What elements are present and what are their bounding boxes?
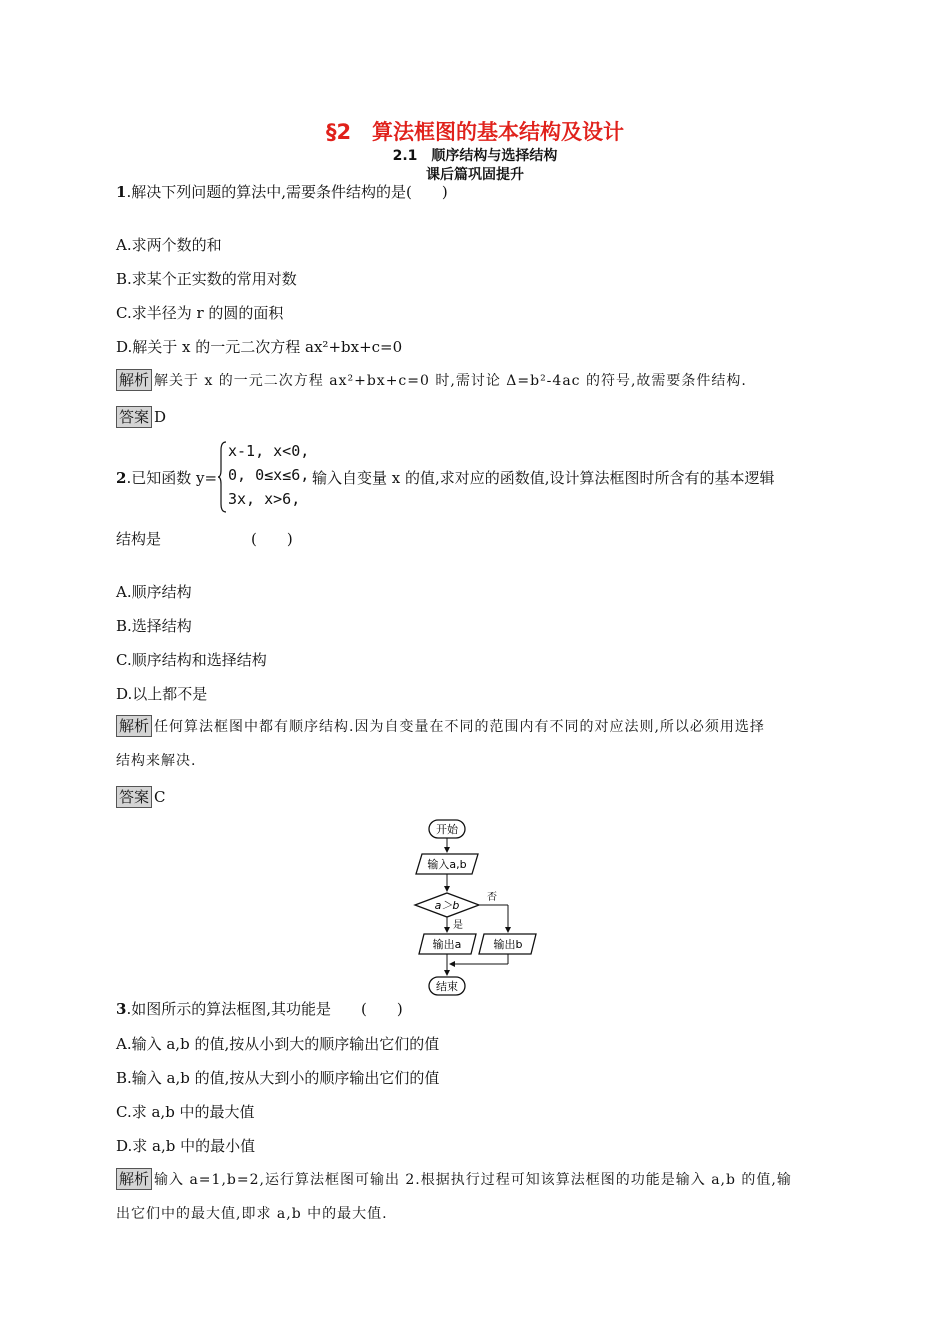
option-a: A.求两个数的和 — [116, 236, 222, 254]
end-label: 结束 — [436, 980, 458, 993]
question-3-stem — [116, 999, 403, 1019]
yes-label: 是 — [453, 920, 463, 931]
analysis-1 — [116, 364, 832, 398]
subsection-title: 课后篇巩固提升 — [426, 167, 524, 183]
option-b: B.求某个正实数的常用对数 — [116, 270, 297, 288]
question-text: .已知函数 y= — [126, 469, 218, 487]
option-c: C.顺序结构和选择结构 — [116, 651, 267, 669]
option-c: C.求半径为 r 的圆的面积 — [116, 304, 284, 322]
option-d: D.以上都不是 — [116, 685, 208, 703]
section-title: 2.1 顺序结构与选择结构 — [392, 148, 558, 164]
option-b: B.输入 a,b 的值,按从大到小的顺序输出它们的值 — [116, 1069, 440, 1087]
question-text: .如图所示的算法框图,其功能是 ( ) — [126, 1000, 403, 1018]
question-number: 2 — [116, 469, 127, 487]
analysis-tag: 解析 — [116, 369, 152, 391]
analysis-2-cont: 结构来解决. — [116, 753, 197, 769]
answer-tag: 答案 — [116, 406, 152, 428]
piece-row-2: 0, 0≤x≤6, — [228, 466, 310, 484]
answer-2 — [116, 786, 166, 808]
page-title: §2 算法框图的基本结构及设计 — [325, 120, 625, 144]
analysis-text: 解关于 x 的一元二次方程 ax²+bx+c=0 时,需讨论 Δ=b²-4ac 的符号,故需要条件结构. — [154, 373, 747, 389]
question-2-stem-suffix: 输入自变量 x 的值,求对应的函数值,设计算法框图时所含有的基本逻辑 — [312, 469, 775, 487]
analysis-text: 输入 a=1,b=2,运行算法框图可输出 2.根据执行过程可知该算法框图的功能是输入 a,b 的值,输 — [154, 1172, 792, 1188]
analysis-3-cont: 出它们中的最大值,即求 a,b 中的最大值. — [116, 1206, 388, 1222]
question-1-stem — [116, 182, 448, 202]
analysis-2 — [116, 710, 832, 744]
piece-row-1: x-1, x<0, — [228, 442, 310, 460]
condition-label: a＞b — [434, 899, 460, 912]
analysis-3 — [116, 1163, 832, 1197]
output-a-label: 输出a — [432, 938, 462, 951]
analysis-tag: 解析 — [116, 1168, 152, 1190]
option-d: D.求 a,b 中的最小值 — [116, 1137, 256, 1155]
output-b-label: 输出b — [493, 938, 523, 951]
answer-tag: 答案 — [116, 786, 152, 808]
question-number: 3 — [116, 1000, 127, 1018]
option-c: C.求 a,b 中的最大值 — [116, 1103, 255, 1121]
piece-row-3: 3x, x>6, — [228, 490, 301, 508]
input-label: 输入a,b — [427, 858, 467, 871]
option-a: A.输入 a,b 的值,按从小到大的顺序输出它们的值 — [116, 1035, 440, 1053]
question-number: 1 — [116, 183, 127, 201]
start-label: 开始 — [436, 823, 458, 836]
analysis-tag: 解析 — [116, 715, 152, 737]
answer-text: D — [154, 408, 167, 426]
question-2-stem-cont: 结构是 ( ) — [116, 530, 293, 548]
analysis-text: 任何算法框图中都有顺序结构.因为自变量在不同的范围内有不同的对应法则,所以必须用选择 — [154, 719, 765, 735]
no-label: 否 — [487, 892, 497, 903]
flowchart — [405, 812, 555, 1002]
answer-text: C — [154, 788, 166, 806]
brace-icon — [218, 440, 228, 514]
answer-1 — [116, 406, 166, 428]
question-2-stem-prefix — [116, 468, 217, 488]
question-text: .解决下列问题的算法中,需要条件结构的是( ) — [126, 183, 448, 201]
option-b: B.选择结构 — [116, 617, 192, 635]
option-a: A.顺序结构 — [116, 583, 192, 601]
option-d: D.解关于 x 的一元二次方程 ax²+bx+c=0 — [116, 338, 403, 356]
